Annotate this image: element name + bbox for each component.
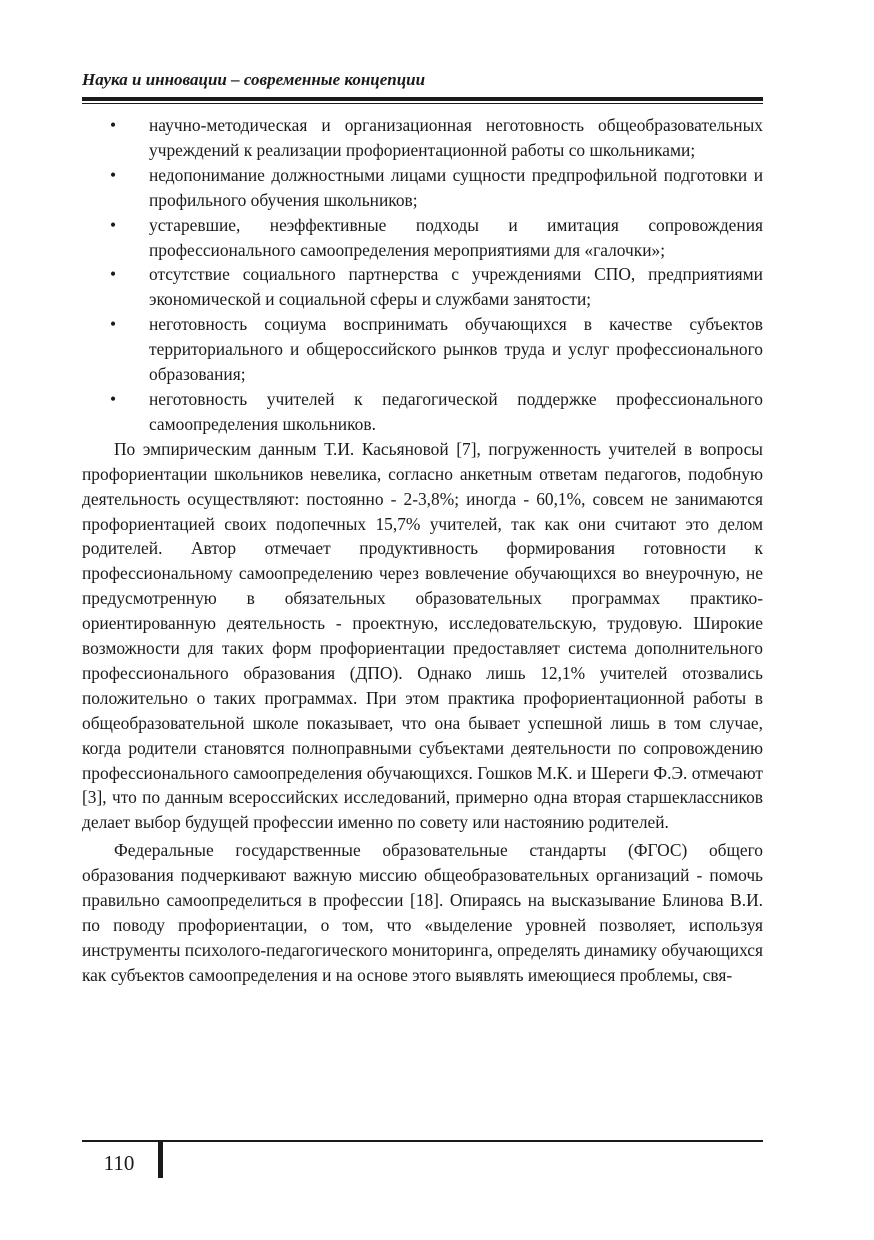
bullet-icon: • — [110, 388, 117, 409]
bullet-icon: • — [110, 164, 117, 185]
footer-rule — [82, 1140, 763, 1142]
list-item: • неготовность социума воспринимать обучающихся в качестве субъектов территориального и общероссийского рынков труда и услуг профессионального образования; — [110, 314, 763, 385]
page-body — [82, 113, 763, 988]
list-item: • недопонимание должностными лицами сущности предпрофильной подготовки и профильного обучения школьников; — [110, 164, 763, 210]
bullet-icon: • — [110, 214, 117, 235]
header-rule-thin — [82, 103, 763, 104]
page-number-bar — [158, 1142, 163, 1178]
paragraph-empirical-data: По эмпирическим данным Т.И. Касьяновой [7], погруженность учителей в вопросы профориентации школьников невелика, согласно анкетным ответам педагогов, подобную деятельность осуществляют: постоянно - 2-3,8%; иногда - 60,1%, совсем не занимаются профориентацией своих подопечных 15,7% учителей, так как они считают это делом родителей. Автор отмечает продуктивность формирования готовности к профессиональному самоопределению через вовлечение обучающихся во внеурочную, не предусмотренную в обязательных образовательных программах практико-ориентированную деятельность - проектную, исследовательскую, трудовую. Широкие возможности для таких форм профориентации предоставляет система дополнительного профессионального образования (ДПО). Однако лишь 12,1% учителей отозвались положительно о таких программах. При этом практика профориентационной работы в общеобразовательной школе показывает, что она бывает успешной лишь в том случае, когда родители становятся полноправными субъектами деятельности по сопровождению профессионального самоопределения обучающихся. Гошков М.К. и Шереги Ф.Э. отмечают [3], что по данным всероссийских исследований, примерно одна вторая старшеклассников делает выбор будущей профессии именно по совету или настоянию родителей. — [82, 438, 763, 833]
list-item: • устаревшие, неэффективные подходы и имитация сопровождения профессионального самоопределения мероприятиями для «галочки»; — [110, 214, 763, 260]
list-item: • неготовность учителей к педагогической поддержке профессионального самоопределения школьников. — [110, 388, 763, 434]
bullet-icon: • — [110, 115, 117, 135]
running-title: Наука и инновации – современные концепции — [82, 70, 426, 89]
bullet-list — [82, 113, 763, 437]
header-rule-thick — [82, 97, 763, 101]
paragraph-fgos: Федеральные государственные образовательные стандарты (ФГОС) общего образования подчеркивают важную миссию общеобразовательных организаций - помочь правильно самоопределиться в профессии [18]. Опираясь на высказывание Блинова В.И. по поводу профориентации, о том, что «выделение уровней позволяет, используя инструменты психолого-педагогического мониторинга, определять динамику обучающихся как субъектов самоопределения и на основе этого выявлять имеющиеся проблемы, свя- — [82, 840, 763, 985]
list-item: • отсутствие социального партнерства с учреждениями СПО, предприятиями экономической и социальной сферы и службами занятости; — [110, 264, 763, 310]
page-number: 110 — [103, 1151, 135, 1175]
bullet-icon: • — [110, 264, 117, 285]
list-item: • научно-методическая и организационная неготовность общеобразовательных учреждений к реализации профориентационной работы со школьниками; — [110, 115, 763, 160]
bullet-icon: • — [110, 314, 117, 335]
